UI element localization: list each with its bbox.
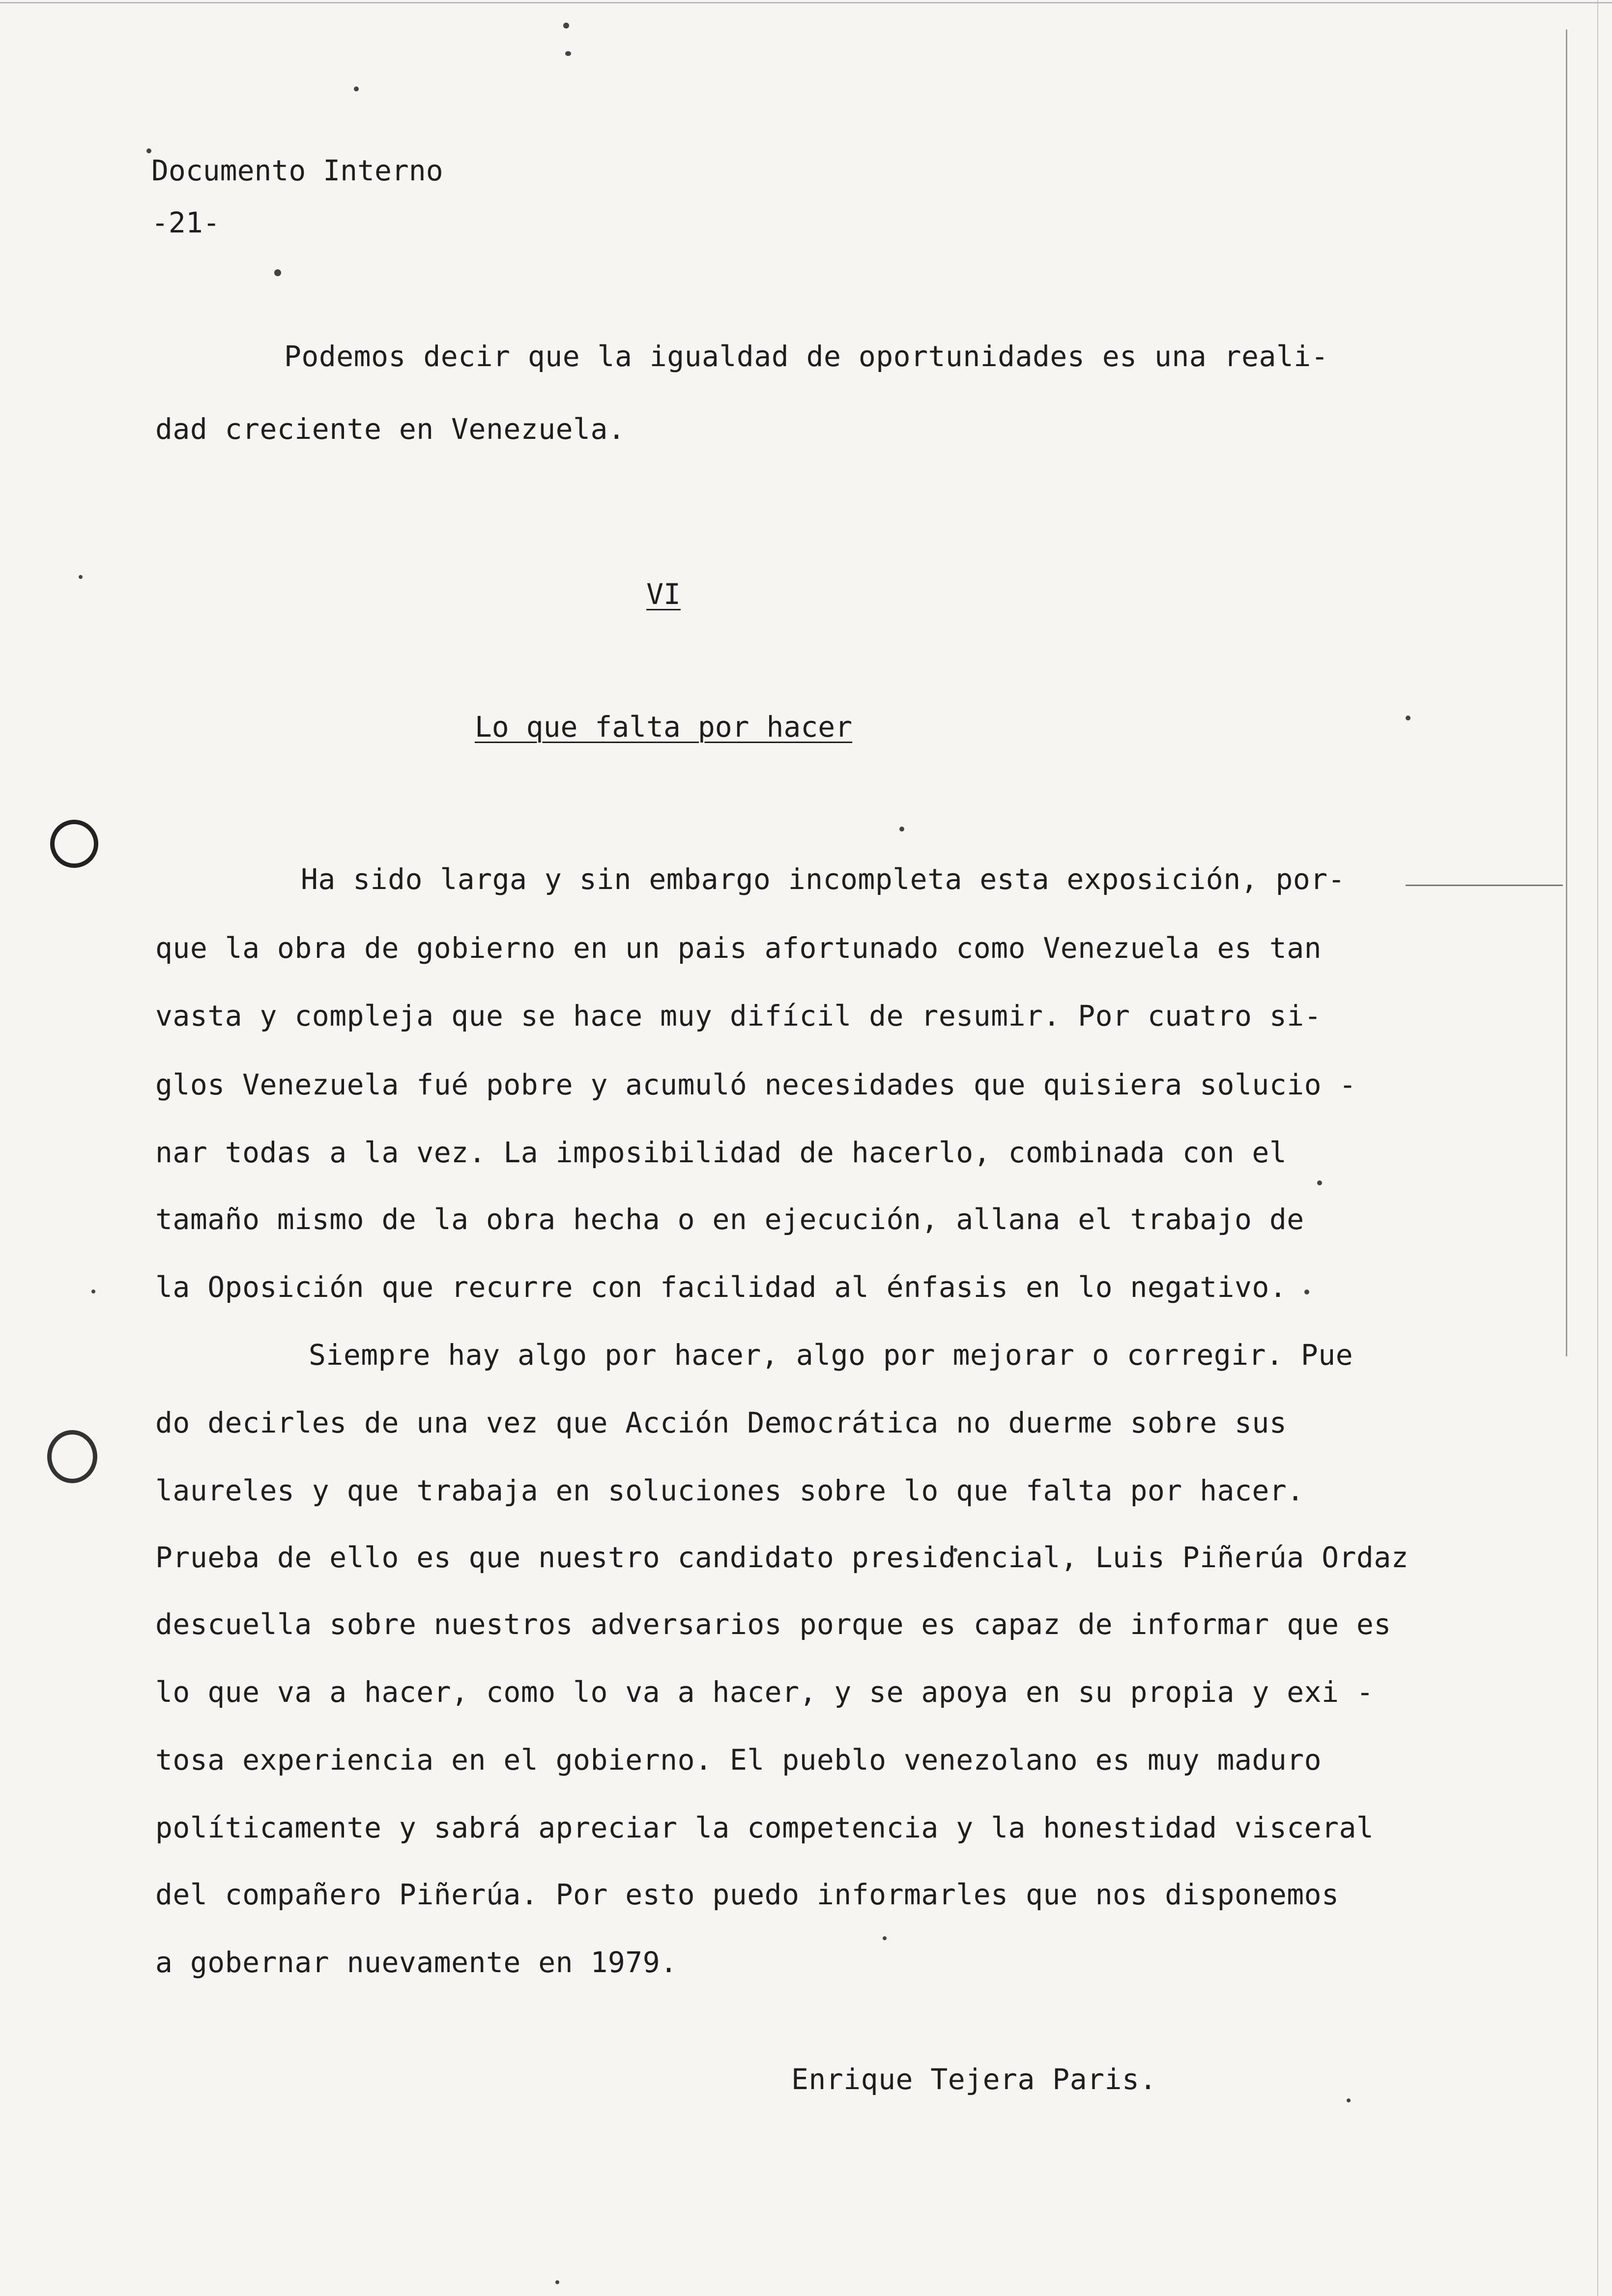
- paragraph-2-line: tosa experiencia en el gobierno. El pueblo venezolano es muy maduro: [155, 1743, 1322, 1777]
- speck: [354, 86, 359, 91]
- speck: [91, 1290, 95, 1293]
- paragraph-2-line: Siempre hay algo por hacer, algo por mejorar o corregir. Pue: [309, 1338, 1353, 1372]
- scan-edge-line: [1566, 29, 1567, 1356]
- paragraph-2-line: Prueba de ello es que nuestro candidato presidencial, Luis Piñerúa Ordaz: [155, 1541, 1409, 1574]
- intro-line: dad creciente en Venezuela.: [155, 412, 626, 446]
- speck: [1347, 2098, 1351, 2102]
- speck: [1317, 1180, 1322, 1185]
- paragraph-2-line: lo que va a hacer, como lo va a hacer, y se apoya en su propia y exi -: [155, 1675, 1374, 1709]
- speck: [146, 148, 151, 153]
- paragraph-1-line: glos Venezuela fué pobre y acumuló necesidades que quisiera solucio -: [155, 1068, 1356, 1101]
- page-number: -21-: [151, 206, 220, 239]
- paragraph-2-line: a gobernar nuevamente en 1979.: [155, 1946, 678, 1979]
- punch-hole-upper: [50, 820, 98, 868]
- scan-top-line: [0, 2, 1612, 3]
- section-number: VI: [646, 577, 681, 611]
- paragraph-1-line: que la obra de gobierno en un pais afortunado como Venezuela es tan: [155, 931, 1322, 965]
- paragraph-1-line: vasta y compleja que se hace muy difícil de resumir. Por cuatro si-: [155, 999, 1322, 1033]
- scan-edge-line: [1597, 0, 1598, 2296]
- speck: [274, 269, 281, 276]
- speck: [555, 2280, 559, 2284]
- paragraph-1-line: nar todas a la vez. La imposibilidad de hacerlo, combinada con el: [155, 1136, 1287, 1169]
- speck: [883, 1936, 887, 1940]
- paragraph-2-line: descuella sobre nuestros adversarios porque es capaz de informar que es: [155, 1607, 1391, 1641]
- section-title: Lo que falta por hacer: [474, 710, 853, 744]
- paragraph-2-line: do decirles de una vez que Acción Democrática no duerme sobre sus: [155, 1406, 1287, 1439]
- intro-line: Podemos decir que la igualdad de oportunidades es una reali-: [284, 340, 1329, 373]
- document-label: Documento Interno: [151, 154, 443, 187]
- paragraph-1-line: la Oposición que recurre con facilidad al énfasis en lo negativo.: [155, 1270, 1287, 1304]
- paragraph-1-line: tamaño mismo de la obra hecha o en ejecución, allana el trabajo de: [155, 1203, 1304, 1236]
- signature: Enrique Tejera Paris.: [791, 2063, 1157, 2096]
- punch-hole-lower: [47, 1430, 97, 1483]
- paragraph-1-line: Ha sido larga y sin embargo incompleta esta exposición, por-: [301, 862, 1346, 896]
- paragraph-2-line: políticamente y sabrá apreciar la competencia y la honestidad visceral: [155, 1811, 1374, 1844]
- speck: [1406, 716, 1410, 720]
- paragraph-2-line: laureles y que trabaja en soluciones sobre lo que falta por hacer.: [155, 1474, 1304, 1507]
- speck: [1304, 1290, 1309, 1294]
- paragraph-2-line: del compañero Piñerúa. Por esto puedo informarles que nos disponemos: [155, 1878, 1339, 1911]
- speck: [899, 827, 904, 832]
- speck: [563, 23, 569, 29]
- speck: [565, 51, 571, 56]
- scan-dashes: [1406, 885, 1563, 886]
